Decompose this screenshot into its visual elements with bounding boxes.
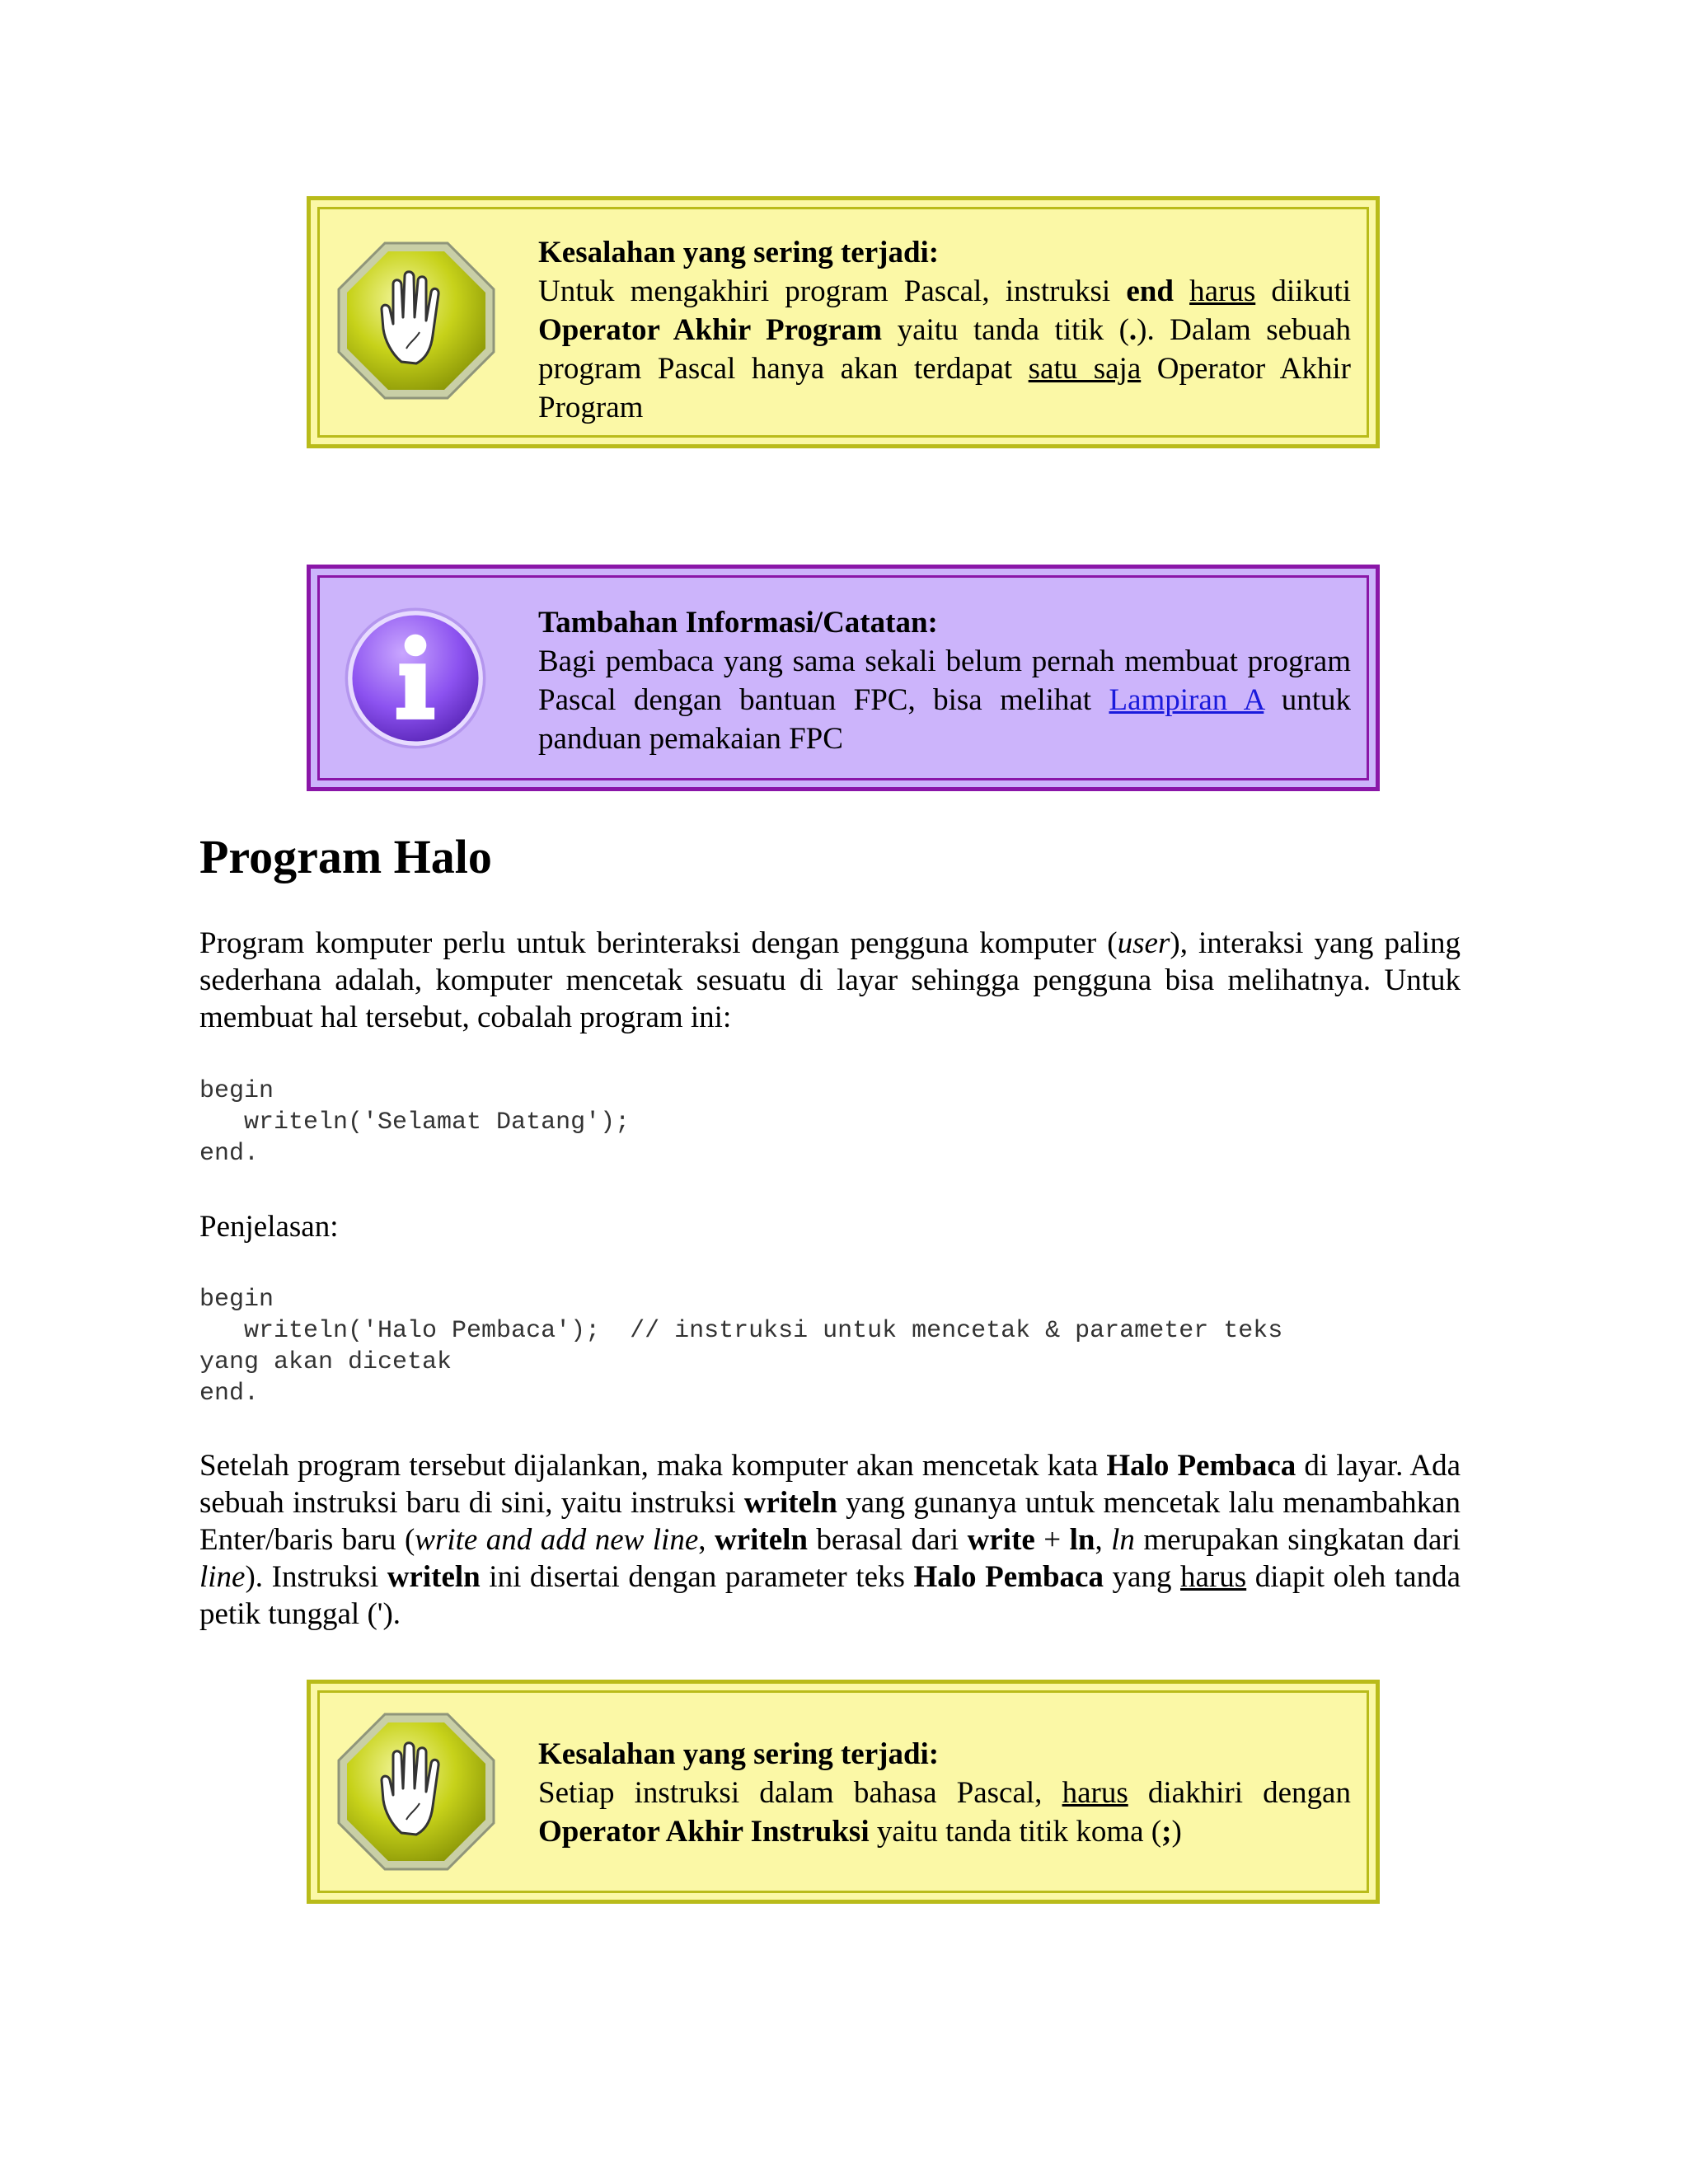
note-text: Kesalahan yang sering terjadi: Setiap instruksi dalam bahasa Pascal, harus diakhiri dengan Operator Akhir Instruksi yaitu tanda titik koma (;) (538, 1735, 1351, 1851)
paragraph-penjelasan: Penjelasan: (199, 1210, 339, 1244)
section-heading: Program Halo (199, 830, 492, 883)
info-note-fpc (307, 565, 1380, 791)
paragraph-intro: Program komputer perlu untuk berinteraksi dengan pengguna komputer (user), interaksi yang paling sederhana adalah, komputer mencetak sesuatu di layar sehingga pengguna bisa melihatnya. Untuk membuat hal tersebut, cobalah program ini: (199, 926, 1461, 1034)
note-title: Tambahan Informasi/Catatan: (538, 606, 938, 640)
note-text: Kesalahan yang sering terjadi: Untuk mengakhiri program Pascal, instruksi end harus diikuti Operator Akhir Program yaitu tanda titik (.). Dalam sebuah program Pascal hanya akan terdapat satu saja Operator Akhir Program (538, 233, 1351, 427)
warning-note-end-operator (307, 196, 1380, 448)
paragraph-explanation: Setelah program tersebut dijalankan, maka komputer akan mencetak kata Halo Pembaca di layar. Ada sebuah instruksi baru di sini, yaitu instruksi writeln yang gunanya untuk mencetak lalu menambahkan Enter/baris baru (write and add new line, writeln berasal dari write + ln, ln merupakan singkatan dari line). Instruksi writeln ini disertai dengan parameter teks Halo Pembaca yang harus diapit oleh tanda petik tunggal ('). (199, 1449, 1461, 1631)
code-block-selamat-datang: begin writeln('Selamat Datang'); end. (199, 1077, 631, 1168)
stop-hand-icon (334, 238, 499, 403)
lampiran-a-link[interactable]: Lampiran A (1109, 683, 1264, 717)
stop-hand-icon (334, 1709, 499, 1874)
code-block-halo-pembaca: begin writeln('Halo Pembaca'); // instruksi untuk mencetak & parameter teks yang akan dicetak end. (199, 1286, 1283, 1408)
note-title: Kesalahan yang sering terjadi: (538, 236, 940, 269)
warning-note-semicolon (307, 1680, 1380, 1904)
note-title: Kesalahan yang sering terjadi: (538, 1737, 940, 1771)
info-icon (342, 605, 489, 752)
note-text: Tambahan Informasi/Catatan: Bagi pembaca yang sama sekali belum pernah membuat program Pascal dengan bantuan FPC, bisa melihat Lampiran A untuk panduan pemakaian FPC (538, 603, 1351, 758)
